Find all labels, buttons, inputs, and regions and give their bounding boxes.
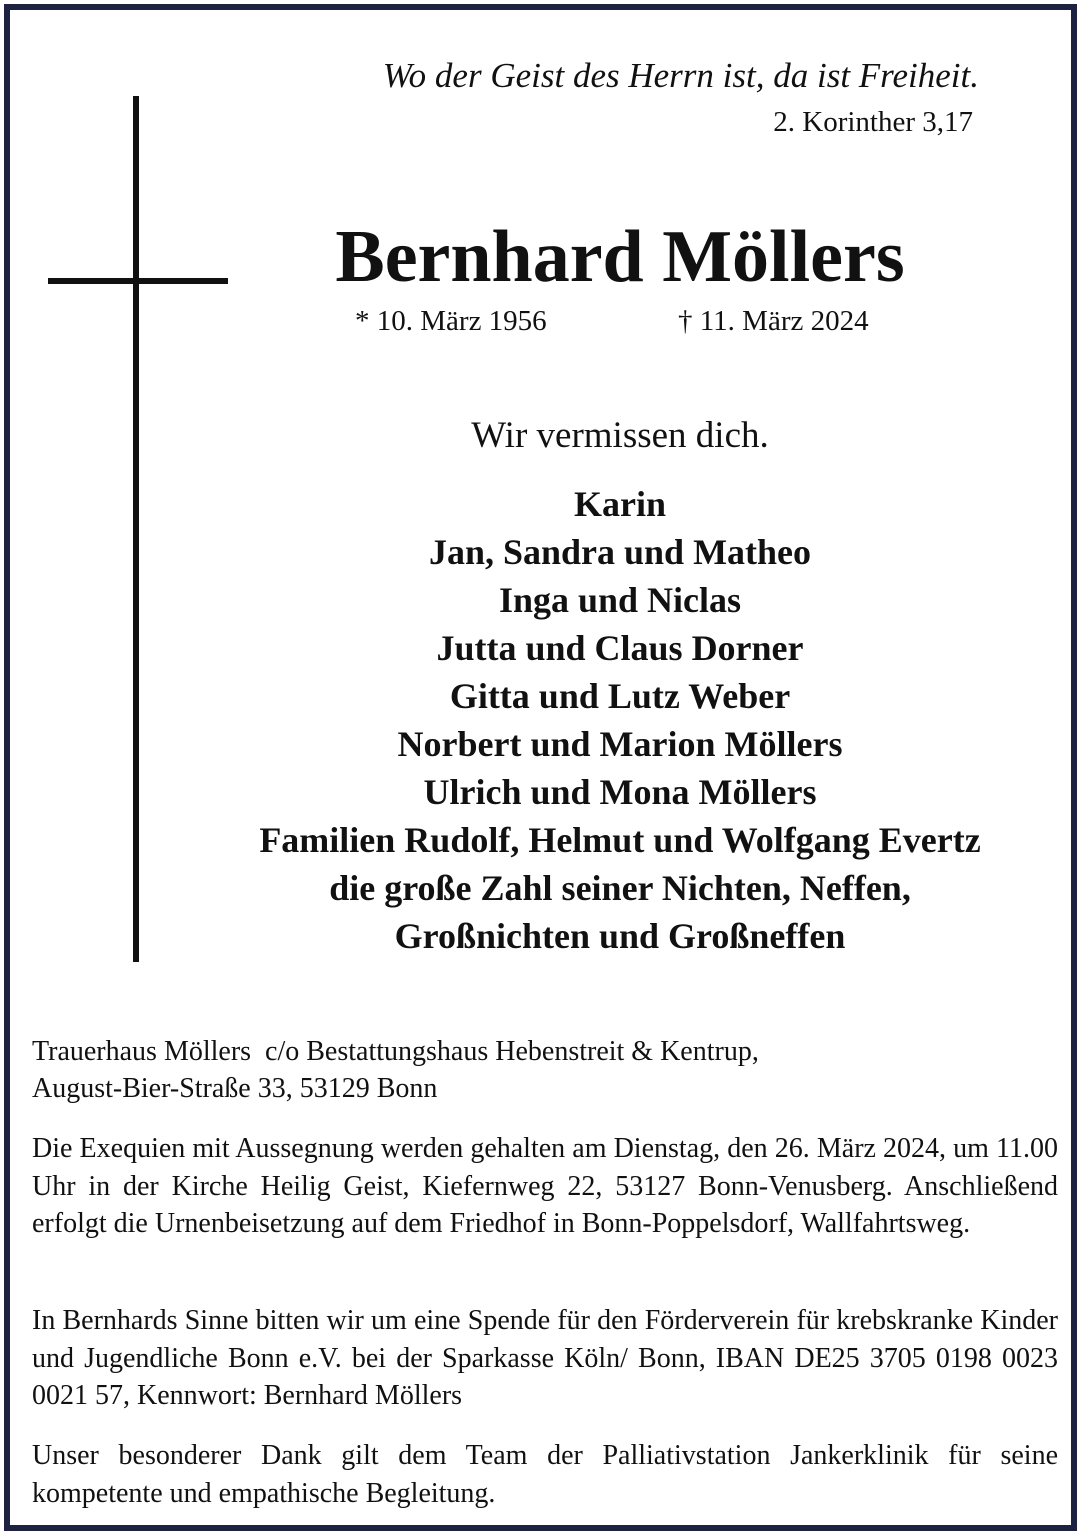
mourner-item: Inga und Niclas <box>498 580 742 620</box>
mourners-list <box>180 480 1060 960</box>
donation-paragraph: In Bernhards Sinne bitten wir um eine Spende für den Förderverein für krebskranke Kinder und Jugendliche Bonn e.V. bei der Sparkasse Köln/ Bonn, IBAN DE25 3705 0198 0023 0021 57, Kennwort: Bernhard Möllers <box>32 1305 1058 1411</box>
mourner-item: Norbert und Marion Möllers <box>397 724 843 764</box>
mourner-item: Jan, Sandra und Matheo <box>428 532 812 572</box>
mourner-item: Ulrich und Mona Möllers <box>423 772 817 812</box>
obituary-frame <box>4 4 1077 1531</box>
miss-line: Wir vermissen dich. <box>471 415 769 456</box>
bible-reference: 2. Korinther 3,17 <box>773 106 973 138</box>
mourner-item: Jutta und Claus Dorner <box>436 628 804 668</box>
funeral-paragraph: Die Exequien mit Aussegnung werden gehalten am Dienstag, den 26. März 2024, um 11.00 Uhr in der Kirche Heilig Geist, Kiefernweg 22, 53127 Bonn-Venusberg. Anschließend erfolgt die Urnenbeisetzung auf dem Friedhof in Bonn-Poppelsdorf, Wallfahrtsweg. <box>32 1133 1058 1239</box>
mourner-item: Familien Rudolf, Helmut und Wolfgang Evertz <box>259 820 981 860</box>
mourner-item: Karin <box>573 484 666 524</box>
address-line-2: August-Bier-Straße 33, 53129 Bonn <box>32 1073 438 1104</box>
cross-icon-horizontal-bar <box>48 278 228 284</box>
cross-icon-vertical-bar <box>133 96 139 962</box>
bible-quote: Wo der Geist des Herrn ist, da ist Freiheit. <box>382 56 979 95</box>
mourner-item: Gitta und Lutz Weber <box>449 676 791 716</box>
mourner-item: Großnichten und Großneffen <box>394 916 846 956</box>
thanks-paragraph: Unser besonderer Dank gilt dem Team der Palliativstation Jankerklinik für seine kompetente und empathische Begleitung. <box>32 1440 1058 1509</box>
mourning-house-address <box>32 1033 759 1107</box>
mourner-item: die große Zahl seiner Nichten, Neffen, <box>329 868 911 908</box>
birth-date: * 10. März 1956 <box>355 305 547 337</box>
deceased-name: Bernhard Möllers <box>335 216 905 298</box>
address-line-1: Trauerhaus Möllers c/o Bestattungshaus Hebenstreit & Kentrup, <box>32 1036 759 1067</box>
death-date: † 11. März 2024 <box>678 305 869 337</box>
